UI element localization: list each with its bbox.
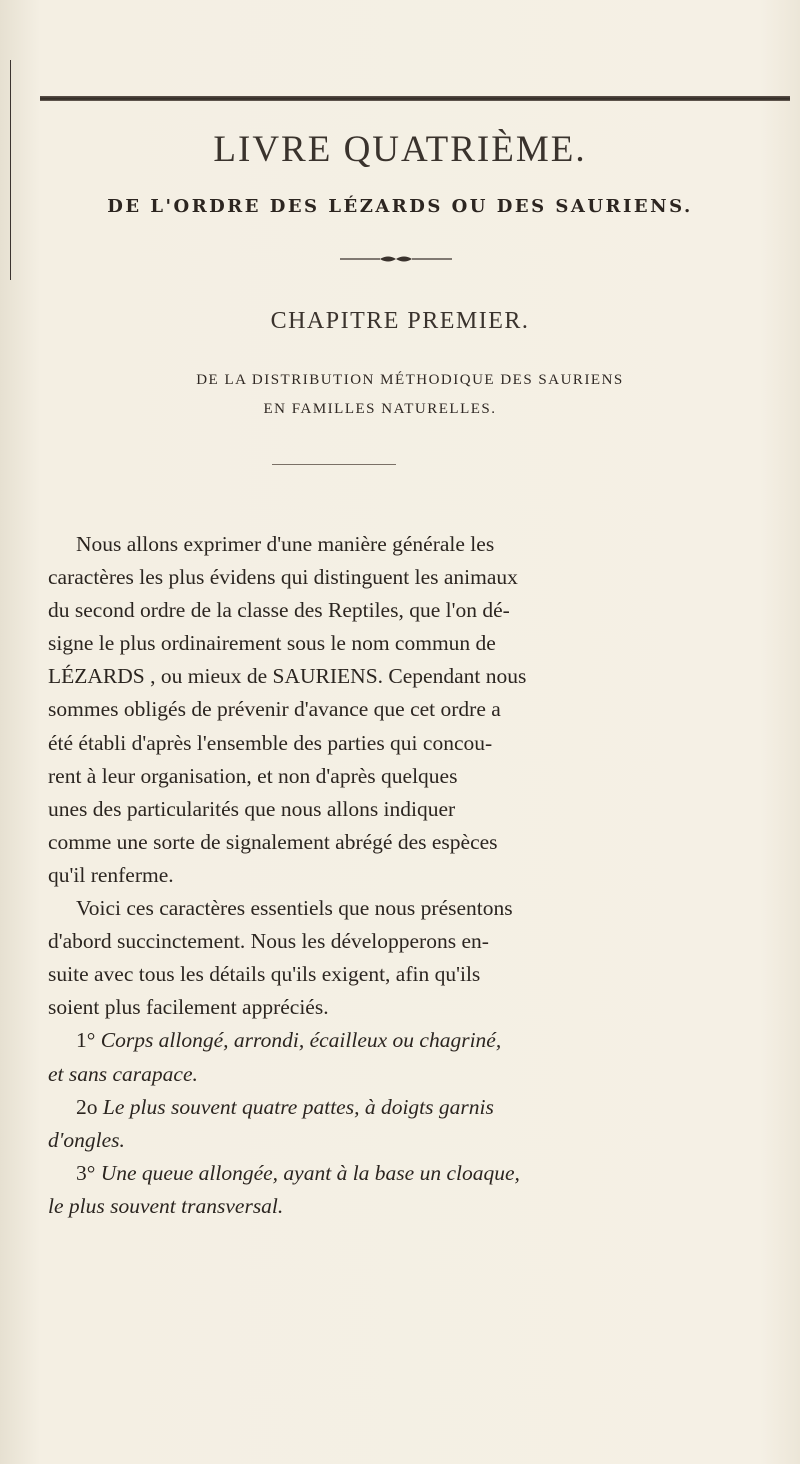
text-line: été établi d'après l'ensemble des parties qui concou- bbox=[48, 730, 493, 755]
item-text: Le plus souvent quatre pattes, à doigts garnis bbox=[102, 1094, 494, 1119]
text-line: unes des particularités que nous allons indiquer bbox=[48, 796, 456, 821]
text-line: LÉZARDS , ou mieux de SAURIENS. Cependant nous bbox=[48, 664, 527, 689]
item-number: 1° bbox=[76, 1028, 96, 1053]
book-title: LIVRE QUATRIÈME. bbox=[213, 129, 587, 170]
list-item-2-cont: d'ongles. bbox=[48, 1127, 125, 1152]
item-number: 3° bbox=[76, 1160, 96, 1185]
text-line: soient plus facilement appréciés. bbox=[48, 995, 329, 1020]
text-line: du second ordre de la classe des Reptiles, que l'on dé- bbox=[48, 598, 510, 623]
item-number: 2o bbox=[76, 1094, 98, 1119]
order-title: DE L'ORDRE DES LÉZARDS OU DES SAURIENS. bbox=[107, 196, 693, 217]
chapter-title: CHAPITRE PREMIER. bbox=[270, 308, 530, 334]
text-line: caractères les plus évidens qui distinguent les animaux bbox=[48, 565, 518, 590]
text-line: suite avec tous les détails qu'ils exigent, afin qu'ils bbox=[48, 962, 481, 987]
body-text bbox=[48, 528, 742, 1223]
list-item-3-cont: le plus souvent transversal. bbox=[48, 1193, 284, 1218]
text-line: sommes obligés de prévenir d'avance que cet ordre a bbox=[48, 697, 501, 722]
section-rule bbox=[272, 464, 396, 465]
chapter-subtitle-line2: EN FAMILLES NATURELLES. bbox=[263, 401, 497, 417]
list-item-1-cont: et sans carapace. bbox=[48, 1061, 198, 1086]
top-rule bbox=[40, 96, 790, 101]
text-line: d'abord succinctement. Nous les développerons en- bbox=[48, 929, 489, 954]
text-line: qu'il renferme. bbox=[48, 862, 174, 887]
text-line: signe le plus ordinairement sous le nom commun de bbox=[48, 631, 496, 656]
text-line: comme une sorte de signalement abrégé des espèces bbox=[48, 829, 498, 854]
chapter-subtitle-line1: DE LA DISTRIBUTION MÉTHODIQUE DES SAURIENS bbox=[196, 372, 624, 388]
text-line: rent à leur organisation, et non d'après quelques bbox=[48, 763, 458, 788]
list-item-1 bbox=[48, 1024, 742, 1057]
item-text: Une queue allongée, ayant à la base un cloaque, bbox=[100, 1160, 520, 1185]
text-line: Nous allons exprimer d'une manière générale les bbox=[76, 532, 495, 556]
item-text: Corps allongé, arrondi, écailleux ou chagriné, bbox=[100, 1028, 502, 1053]
list-item-3 bbox=[48, 1157, 742, 1190]
ornament-divider bbox=[340, 254, 452, 264]
list-item-2 bbox=[48, 1091, 742, 1124]
text-line: Voici ces caractères essentiels que nous présentons bbox=[76, 896, 513, 921]
